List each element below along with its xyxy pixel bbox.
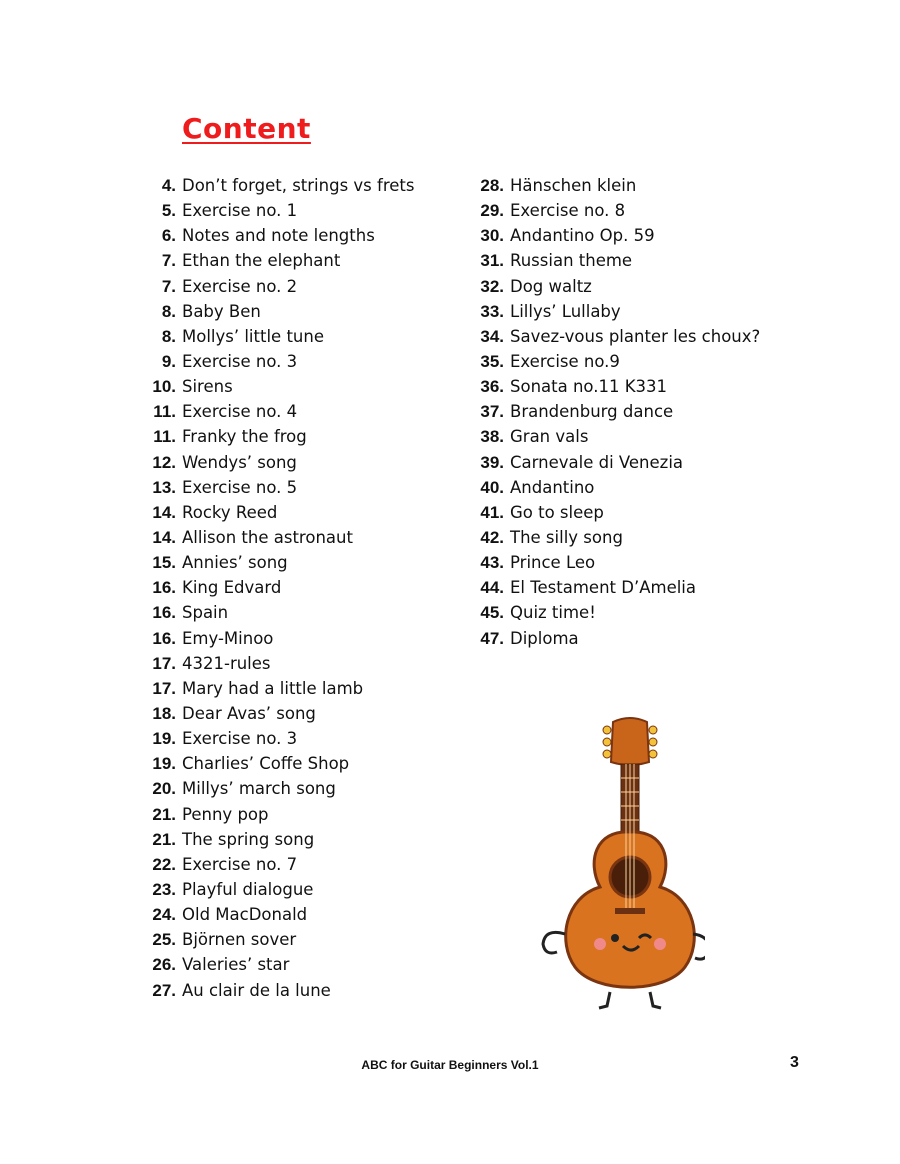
toc-entry-title: King Edvard [182, 578, 282, 598]
toc-entry-title: Don’t forget, strings vs frets [182, 176, 415, 195]
toc-entry-title: Ethan the elephant [182, 251, 341, 271]
toc-entry-page-number: 6. [161, 226, 176, 246]
toc-entry [470, 226, 760, 251]
toc-entry-page-number: 17. [152, 653, 176, 673]
toc-entry-page-number: 29. [480, 201, 504, 221]
toc-entry-page-number: 7. [161, 276, 176, 296]
toc-entry [470, 528, 760, 553]
toc-entry-page-number: 28. [480, 176, 504, 195]
toc-entry-title: Sirens [182, 377, 233, 397]
toc-entry-page-number: 30. [480, 226, 504, 246]
toc-entry-page-number: 27. [152, 980, 176, 1000]
toc-entry-title: Björnen sover [182, 930, 297, 950]
toc-entry-page-number: 44. [480, 578, 504, 598]
toc-entry-page-number: 16. [152, 603, 176, 623]
toc-entry-title: Exercise no. 2 [182, 276, 298, 296]
toc-entry-title: Diploma [510, 628, 579, 648]
toc-entry-page-number: 14. [152, 527, 176, 547]
toc-entry [140, 453, 414, 478]
toc-entry [140, 427, 414, 452]
toc-entry-title: Baby Ben [182, 301, 261, 321]
toc-entry [140, 553, 414, 578]
toc-entry [140, 654, 414, 679]
toc-right-column [470, 176, 760, 654]
toc-entry [140, 930, 414, 955]
toc-entry-page-number: 32. [480, 276, 504, 296]
toc-entry [140, 679, 414, 704]
toc-entry-page-number: 39. [480, 452, 504, 472]
toc-entry-title: Exercise no. 7 [182, 854, 298, 874]
toc-entry-title: Andantino [510, 477, 595, 497]
toc-left-column [140, 176, 414, 1006]
toc-entry-page-number: 31. [480, 251, 504, 271]
toc-entry-title: Franky the frog [182, 427, 307, 447]
toc-entry [140, 201, 414, 226]
toc-entry-page-number: 38. [480, 427, 504, 447]
toc-entry-page-number: 8. [161, 301, 176, 321]
toc-entry-page-number: 24. [152, 905, 176, 925]
toc-entry [140, 704, 414, 729]
toc-entry [140, 955, 414, 980]
toc-entry-page-number: 11. [153, 427, 176, 447]
toc-entry-page-number: 33. [480, 301, 504, 321]
toc-entry [140, 905, 414, 930]
toc-entry-title: Sonata no.11 K331 [510, 377, 668, 397]
toc-entry-page-number: 21. [152, 804, 176, 824]
toc-entry-title: Brandenburg dance [510, 402, 674, 422]
toc-entry-page-number: 5. [161, 201, 176, 221]
guitar-character-icon [535, 712, 705, 1012]
toc-entry [470, 503, 760, 528]
toc-entry [470, 277, 760, 302]
toc-entry-title: Valeries’ star [182, 955, 290, 975]
toc-entry-page-number: 14. [152, 502, 176, 522]
toc-entry [470, 352, 760, 377]
toc-entry-page-number: 35. [480, 351, 504, 371]
toc-entry-page-number: 34. [480, 326, 504, 346]
toc-entry-title: Wendys’ song [182, 452, 297, 472]
toc-entry [140, 377, 414, 402]
toc-entry-title: Gran vals [510, 427, 589, 447]
toc-entry-page-number: 23. [152, 879, 176, 899]
toc-entry-title: El Testament D’Amelia [510, 578, 696, 598]
toc-entry-title: Prince Leo [510, 553, 596, 573]
toc-entry [470, 478, 760, 503]
toc-entry-page-number: 36. [480, 377, 504, 397]
toc-entry-page-number: 42. [480, 527, 504, 547]
page-number: 3 [790, 1054, 799, 1071]
toc-entry-title: Rocky Reed [182, 502, 278, 522]
footer-title: ABC for Guitar Beginners Vol.1 [361, 1058, 539, 1072]
toc-entry [140, 830, 414, 855]
toc-entry-page-number: 22. [152, 854, 176, 874]
toc-entry-title: Exercise no.9 [510, 351, 620, 371]
toc-entry-page-number: 17. [152, 678, 176, 698]
toc-entry-title: Carnevale di Venezia [510, 452, 684, 472]
toc-entry [140, 503, 414, 528]
toc-entry-page-number: 4. [161, 176, 176, 195]
toc-entry [470, 453, 760, 478]
toc-entry [140, 226, 414, 251]
toc-entry-title: Playful dialogue [182, 879, 314, 899]
toc-entry-title: Millys’ march song [182, 779, 336, 799]
toc-entry-title: Mollys’ little tune [182, 326, 324, 346]
toc-entry [470, 427, 760, 452]
toc-entry-title: Hänschen klein [510, 176, 637, 195]
toc-entry-page-number: 47. [480, 628, 504, 648]
toc-entry [470, 251, 760, 276]
toc-entry [140, 880, 414, 905]
toc-entry [140, 855, 414, 880]
toc-entry-page-number: 7. [161, 251, 176, 271]
toc-entry-title: Annies’ song [182, 553, 288, 573]
toc-entry-title: Andantino Op. 59 [510, 226, 655, 246]
toc-entry [470, 578, 760, 603]
toc-entry-page-number: 15. [152, 553, 176, 573]
toc-entry [140, 603, 414, 628]
toc-entry-page-number: 16. [152, 578, 176, 598]
toc-entry [140, 302, 414, 327]
toc-entry [470, 327, 760, 352]
toc-entry [470, 302, 760, 327]
toc-entry-title: Exercise no. 8 [510, 201, 626, 221]
toc-entry [140, 805, 414, 830]
toc-entry-page-number: 26. [152, 955, 176, 975]
toc-entry [470, 629, 760, 654]
toc-entry-title: Notes and note lengths [182, 226, 375, 246]
toc-entry-title: Old MacDonald [182, 905, 308, 925]
toc-entry-page-number: 19. [152, 729, 176, 749]
toc-entry [470, 377, 760, 402]
toc-entry [470, 603, 760, 628]
toc-entry-page-number: 12. [152, 452, 176, 472]
toc-entry-title: Mary had a little lamb [182, 678, 364, 698]
toc-entry [140, 176, 414, 201]
toc-entry-title: Exercise no. 5 [182, 477, 298, 497]
toc-entry-page-number: 20. [152, 779, 176, 799]
toc-entry-title: Exercise no. 4 [182, 402, 298, 422]
toc-entry-title: Exercise no. 3 [182, 351, 298, 371]
toc-entry-title: Dog waltz [510, 276, 592, 296]
toc-entry [140, 251, 414, 276]
toc-entry [470, 553, 760, 578]
toc-entry-title: The spring song [182, 829, 315, 849]
toc-entry [470, 402, 760, 427]
toc-entry-page-number: 45. [480, 603, 504, 623]
toc-entry-title: The silly song [510, 527, 623, 547]
toc-entry [470, 201, 760, 226]
toc-entry [140, 578, 414, 603]
toc-entry-title: Dear Avas’ song [182, 703, 316, 723]
toc-entry [140, 528, 414, 553]
toc-entry-page-number: 16. [152, 628, 176, 648]
toc-entry-title: Allison the astronaut [182, 527, 353, 547]
toc-entry [140, 277, 414, 302]
toc-entry-page-number: 8. [161, 326, 176, 346]
page-title: Content [182, 112, 311, 145]
toc-entry [140, 478, 414, 503]
toc-entry-title: Emy-Minoo [182, 628, 274, 648]
toc-entry-title: Penny pop [182, 804, 269, 824]
toc-entry-page-number: 40. [480, 477, 504, 497]
toc-entry-title: 4321-rules [182, 653, 271, 673]
toc-entry [140, 981, 414, 1006]
toc-entry-page-number: 41. [480, 502, 504, 522]
toc-entry-page-number: 10. [152, 377, 176, 397]
toc-entry-title: Exercise no. 1 [182, 201, 298, 221]
toc-entry-title: Charlies’ Coffe Shop [182, 754, 350, 774]
toc-entry-page-number: 21. [152, 829, 176, 849]
toc-entry-title: Au clair de la lune [182, 980, 331, 1000]
toc-entry-title: Quiz time! [510, 603, 596, 623]
toc-entry-title: Exercise no. 3 [182, 729, 298, 749]
toc-entry [140, 352, 414, 377]
toc-entry-page-number: 37. [480, 402, 504, 422]
toc-entry [140, 729, 414, 754]
toc-entry-page-number: 19. [152, 754, 176, 774]
toc-entry-page-number: 43. [480, 553, 504, 573]
toc-entry-page-number: 9. [161, 351, 176, 371]
toc-entry-title: Spain [182, 603, 229, 623]
toc-entry [140, 754, 414, 779]
toc-entry-page-number: 18. [152, 703, 176, 723]
toc-entry-title: Lillys’ Lullaby [510, 301, 621, 321]
toc-entry-title: Go to sleep [510, 502, 604, 522]
toc-entry-page-number: 25. [152, 930, 176, 950]
toc-entry-title: Savez-vous planter les choux? [510, 326, 761, 346]
toc-entry [140, 779, 414, 804]
toc-entry [140, 402, 414, 427]
toc-entry [140, 629, 414, 654]
toc-entry-title: Russian theme [510, 251, 633, 271]
toc-entry [140, 327, 414, 352]
toc-entry [470, 176, 760, 201]
toc-entry-page-number: 11. [153, 402, 176, 422]
toc-entry-page-number: 13. [152, 477, 176, 497]
